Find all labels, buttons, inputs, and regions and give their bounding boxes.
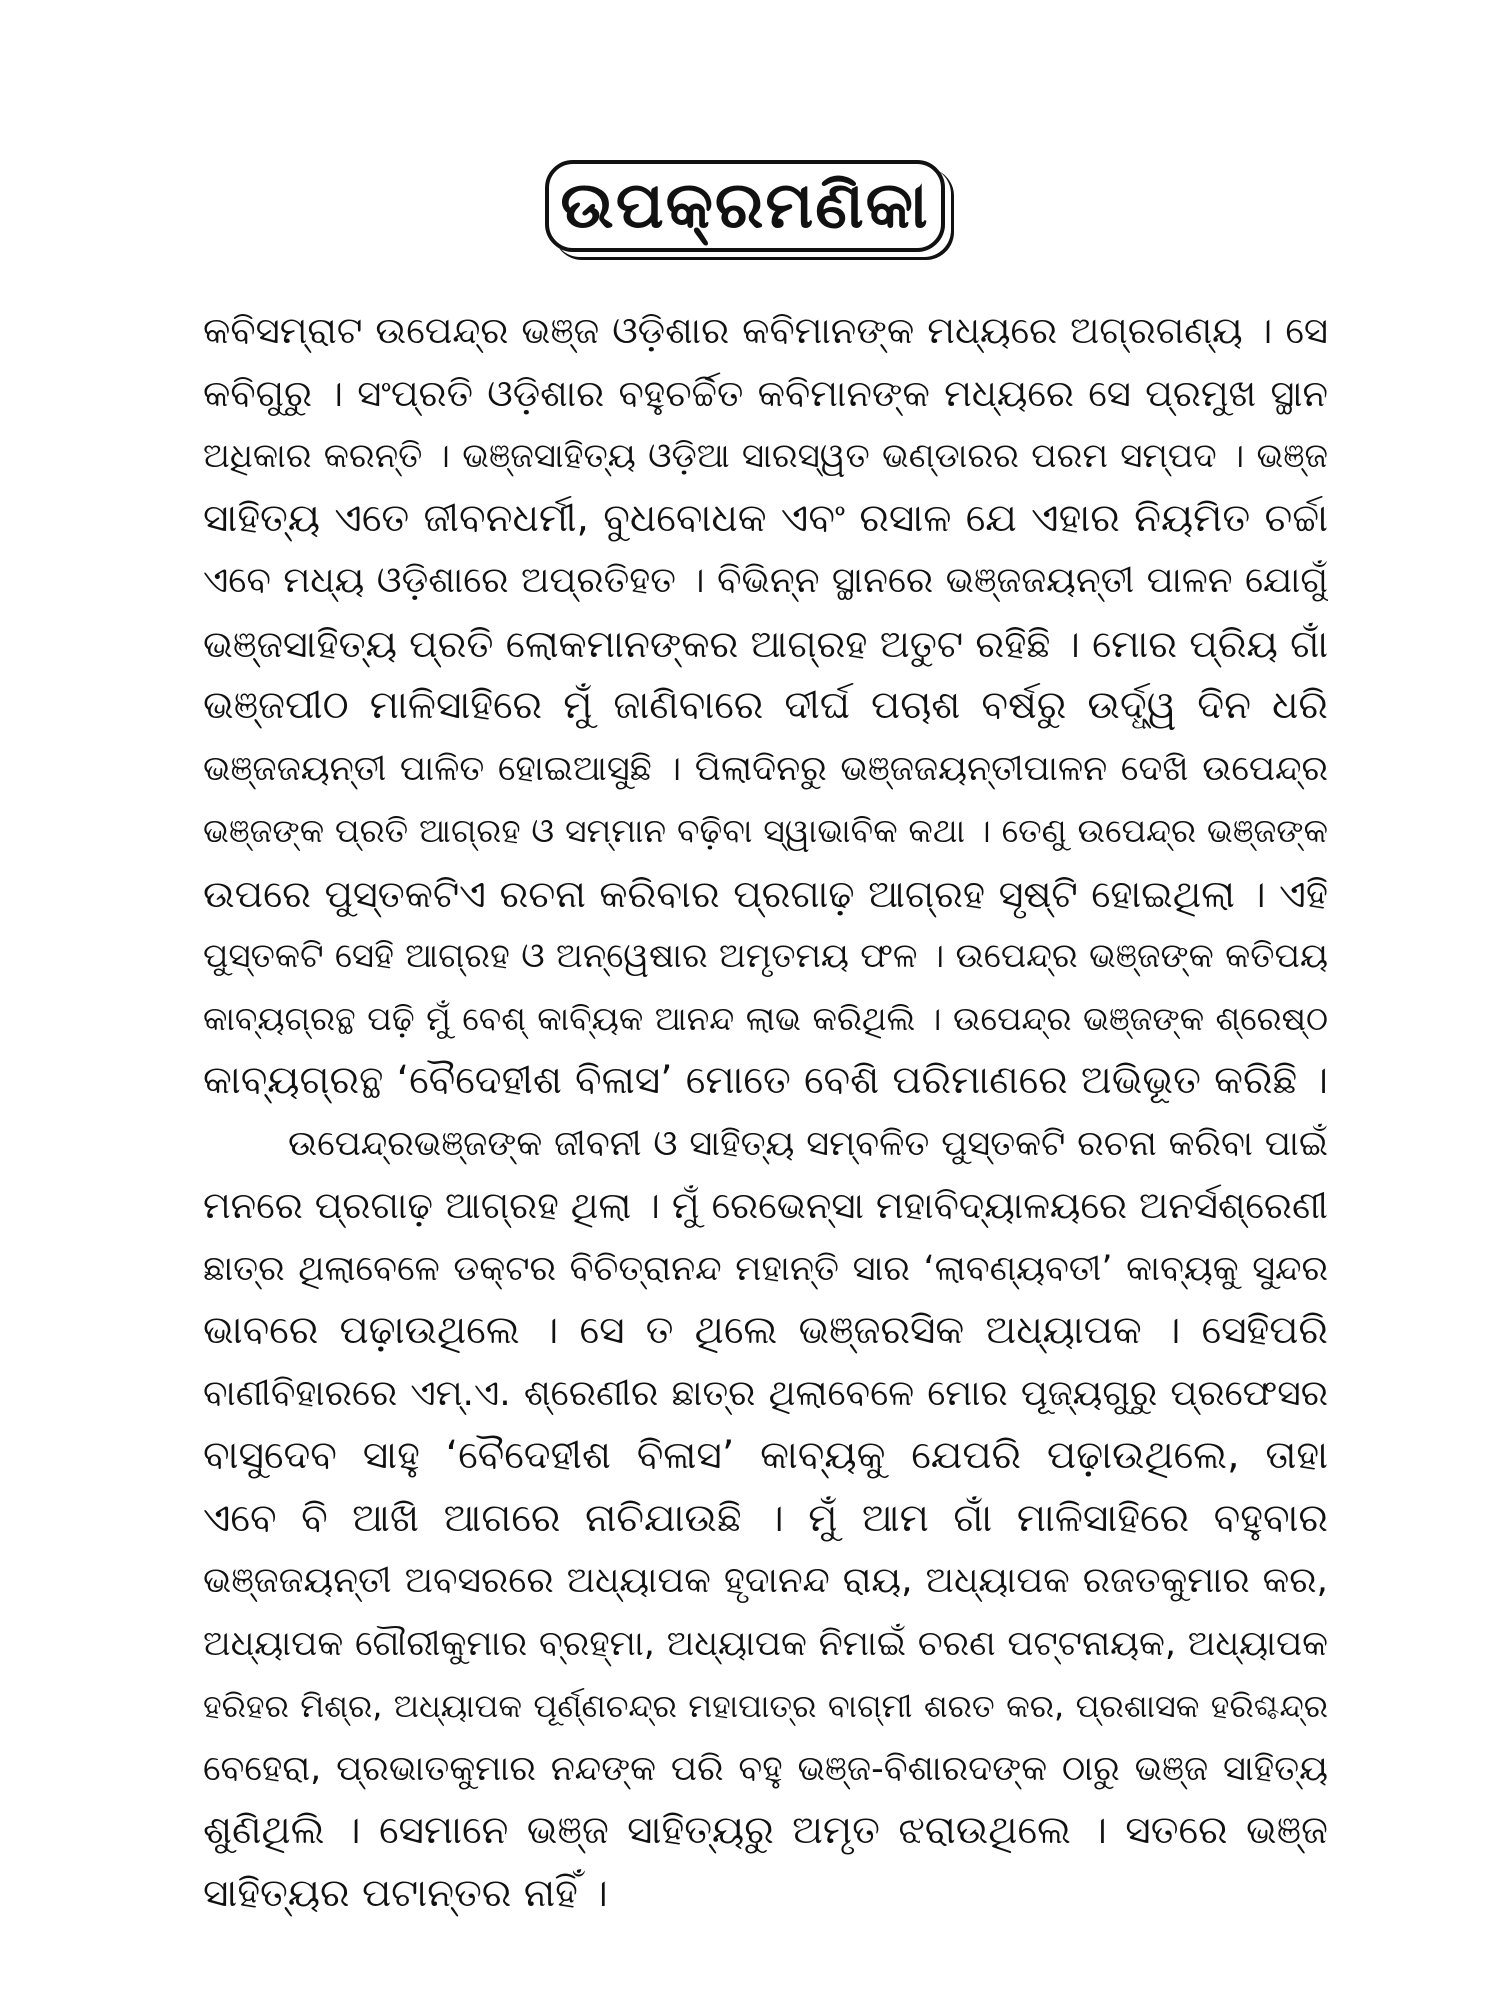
text-line: ସାହିତ୍ୟ ଏତେ ଜୀବନଧର୍ମୀ, ବୁଧବୋଧକ ଏବଂ ରସାଳ ଯେ ଏହାର ନିୟମିତ ଚର୍ଚ୍ଚା (203, 495, 1328, 541)
text-line: ପୁସ୍ତକଟି ସେହି ଆଗ୍ରହ ଓ ଅନ୍ୱେଷାର ଅମୃତମୟ ଫଳ । ଉପେନ୍ଦ୍ର ଭଞ୍ଜଙ୍କ କତିପୟ (203, 936, 1328, 976)
text-line: ଉପେନ୍ଦ୍ରଭଞ୍ଜଙ୍କ ଜୀବନୀ ଓ ସାହିତ୍ୟ ସମ୍ବଳିତ ପୁସ୍ତକଟି ରଚନା କରିବା ପାଇଁ (288, 1123, 1328, 1164)
text-line: ଶୁଣିଥିଲି । ସେମାନେ ଭଞ୍ଜ ସାହିତ୍ୟରୁ ଅମୃତ ଝରାଉଥିଲେ । ସତରେ ଭଞ୍ଜ (203, 1808, 1328, 1853)
text-line: ଭାବରେ ପଢ଼ାଉଥିଲେ । ସେ ତ ଥିଲେ ଭଞ୍ଜରସିକ ଅଧ୍ୟାପକ । ସେହିପରି (203, 1308, 1328, 1353)
text-line: ଭଞ୍ଜସାହିତ୍ୟ ପ୍ରତି ଲୋକମାନଙ୍କର ଆଗ୍ରହ ଅତୁଟ ରହିଛି । ମୋର ପ୍ରିୟ ଗାଁ (203, 621, 1328, 666)
text-line: ବେହେରା, ପ୍ରଭାତକୁମାର ନନ୍ଦଙ୍କ ପରି ବହୁ ଭଞ୍ଜ-ବିଶାରଦଙ୍କ ଠାରୁ ଭଞ୍ଜ ସାହିତ୍ୟ (203, 1748, 1328, 1789)
text-line: ସାହିତ୍ୟର ପଟାନ୍ତର ନାହିଁ । (203, 1870, 608, 1916)
text-line: ଅଧିକାର କରନ୍ତି । ଭଞ୍ଜସାହିତ୍ୟ ଓଡ଼ିଆ ସାରସ୍ୱତ ଭଣ୍ଡାରର ପରମ ସମ୍ପଦ । ଭଞ୍ଜ (203, 436, 1328, 476)
text-line: କବିଗୁରୁ । ସଂପ୍ରତି ଓଡ଼ିଶାର ବହୁଚର୍ଚ୍ଚିତ କବିମାନଙ୍କ ମଧ୍ୟରେ ସେ ପ୍ରମୁଖ ସ୍ଥାନ (203, 371, 1328, 415)
text-line: ଭଞ୍ଜଜୟନ୍ତୀ ପାଳିତ ହୋଇଆସୁଛି । ପିଲାଦିନରୁ ଭଞ୍ଜଜୟନ୍ତୀପାଳନ ଦେଖି ଉପେନ୍ଦ୍ର (203, 748, 1328, 789)
text-line: ଏବେ ମଧ୍ୟ ଓଡ଼ିଶାରେ ଅପ୍ରତିହତ । ବିଭିନ୍ନ ସ୍ଥାନରେ ଭଞ୍ଜଜୟନ୍ତୀ ପାଳନ ଯୋଗୁଁ (203, 560, 1328, 601)
text-line: କବିସମ୍ରାଟ ଉପେନ୍ଦ୍ର ଭଞ୍ଜ ଓଡ଼ିଶାର କବିମାନଙ୍କ ମଧ୍ୟରେ ଅଗ୍ରଗଣ୍ୟ । ସେ (203, 309, 1328, 352)
text-line: ଏବେ ବି ଆଖି ଆଗରେ ନାଚିଯାଉଛି । ମୁଁ ଆମ ଗାଁ ମାଳିସାହିରେ ବହୁବାର (203, 1495, 1328, 1541)
text-line: କାବ୍ୟଗ୍ରନ୍ଥ ‘ବୈଦେହୀଶ ବିଳାସ’ ମୋତେ ବେଶି ପରିମାଣରେ ଅଭିଭୂତ କରିଛି । (203, 1058, 1328, 1103)
body-text (203, 300, 1328, 1925)
text-line: କାବ୍ୟଗ୍ରନ୍ଥ ପଢ଼ି ମୁଁ ବେଶ୍ କାବ୍ୟିକ ଆନନ୍ଦ ଲାଭ କରିଥିଲି । ଉପେନ୍ଦ୍ର ଭଞ୍ଜଙ୍କ ଶ୍ରେଷ୍ଠ (203, 998, 1328, 1038)
text-line: ହରିହର ମିଶ୍ର, ଅଧ୍ୟାପକ ପୂର୍ଣ୍ଣଚନ୍ଦ୍ର ମହାପାତ୍ର ବାଗ୍ମୀ ଶରତ କର, ପ୍ରଶାସକ ହରିଶ୍ଚନ୍ଦ୍ର (203, 1687, 1328, 1725)
text-line: ଭଞ୍ଜଙ୍କ ପ୍ରତି ଆଗ୍ରହ ଓ ସମ୍ମାନ ବଢ଼ିବା ସ୍ୱାଭାବିକ କଥା । ତେଣୁ ଉପେନ୍ଦ୍ର ଭଞ୍ଜଙ୍କ (203, 811, 1328, 850)
text-line: ଉପରେ ପୁସ୍ତକଟିଏ ରଚନା କରିବାର ପ୍ରଗାଢ଼ ଆଗ୍ରହ ସୃଷ୍ଟି ହୋଇଥିଲା । ଏହି (203, 871, 1328, 916)
text-line: ଭଞ୍ଜପୀଠ ମାଳିସାହିରେ ମୁଁ ଜାଣିବାରେ ଦୀର୍ଘ ପଚାଶ ବର୍ଷରୁ ଉର୍ଦ୍ଧ୍ୱ ଦିନ ଧରି (203, 683, 1328, 728)
text-line: ମନରେ ପ୍ରଗାଢ଼ ଆଗ୍ରହ ଥିଲା । ମୁଁ ରେଭେନ୍ସା ମହାବିଦ୍ୟାଳୟରେ ଅନର୍ସଶ୍ରେଣୀ (203, 1184, 1328, 1227)
title-box (545, 160, 945, 252)
text-line: ଅଧ୍ୟାପକ ଗୌରୀକୁମାର ବ୍ରହ୍ମା, ଅଧ୍ୟାପକ ନିମାଇଁ ଚରଣ ପଟ୍ଟନାୟକ, ଅଧ୍ୟାପକ (203, 1623, 1328, 1664)
text-line: ବାସୁଦେବ ସାହୁ ‘ବୈଦେହୀଶ ବିଳାସ’ କାବ୍ୟକୁ ଯେପରି ପଢ଼ାଉଥିଲେ, ତାହା (203, 1433, 1328, 1478)
text-line: ଛାତ୍ର ଥିଲାବେଳେ ଡକ୍ଟର ବିଚିତ୍ରାନନ୍ଦ ମହାନ୍ତି ସାର ‘ଲାବଣ୍ୟବତୀ’ କାବ୍ୟକୁ ସୁନ୍ଦର (203, 1248, 1328, 1289)
page-title: ଉପକ୍ରମଣିକା (560, 169, 930, 243)
text-line: ବାଣୀବିହାରରେ ଏମ୍.ଏ. ଶ୍ରେଣୀର ଛାତ୍ର ଥିଲାବେଳେ ମୋର ପୂଜ୍ୟଗୁରୁ ପ୍ରଫେସର (203, 1372, 1328, 1414)
text-line: ଭଞ୍ଜଜୟନ୍ତୀ ଅବସରରେ ଅଧ୍ୟାପକ ହୃଦାନନ୍ଦ ରାୟ, ଅଧ୍ୟାପକ ରଜତକୁମାର କର, (203, 1560, 1328, 1601)
